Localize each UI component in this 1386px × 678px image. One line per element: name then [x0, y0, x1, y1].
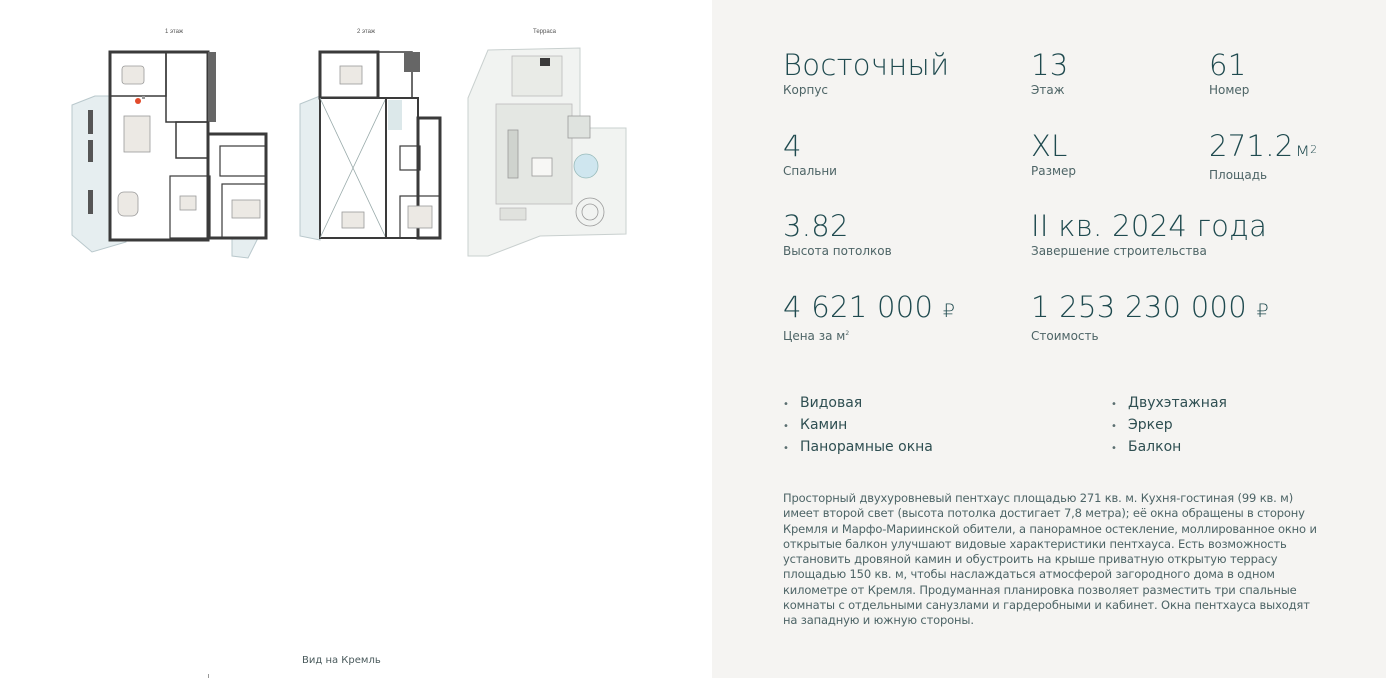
- floor-plans-drawing[interactable]: [0, 0, 712, 300]
- stat-number-label: Номер: [1209, 83, 1250, 97]
- stat-area-value: 271.2: [1209, 129, 1294, 163]
- stat-area-label: Площадь: [1209, 168, 1268, 182]
- stat-completion-label: Завершение строительства: [1031, 244, 1207, 258]
- stat-floor: [1031, 49, 1069, 97]
- feature-label: Двухэтажная: [1128, 395, 1227, 411]
- terrace-plan[interactable]: [468, 48, 626, 256]
- stat-area-value-wrap: [1209, 130, 1317, 166]
- feature-label: Эркер: [1128, 417, 1173, 433]
- floor-1-plan[interactable]: [72, 52, 266, 258]
- stat-area-unit-sup: 2: [1310, 143, 1318, 156]
- apartment-description: Просторный двухуровневый пентхаус площадью 271 кв. м. Кухня-гостиная (99 кв. м) имеет второй свет (высота потолка достигает 7,8 метра); её окна обращены в сторону Кремля и Марфо-Мариинской обители, а панорамное остекление, моллированное окно и открытые балкон улучшают видовые характеристики пентхауса. Есть возможность установить дровяной камин и обустроить на крыше приватную открытую террасу площадью 150 кв. м, чтобы наслаждаться атмосферой загородного дома в одном километре от Кремля. Продуманная планировка позволяет разместить три спальные комнаты с отдельными санузлами и гардеробными и кабинет. Окна пентхауса выходят на западную и южную стороны.: [783, 491, 1317, 628]
- terrace-label: Терраса: [533, 29, 557, 35]
- stat-area: [1209, 130, 1317, 182]
- stat-floor-label: Этаж: [1031, 83, 1065, 97]
- stat-price-per-m-value: 4 621 000: [783, 290, 934, 324]
- feature-label: Видовая: [800, 395, 863, 411]
- stat-total-price: [1031, 291, 1269, 343]
- stat-size-value: XL: [1031, 129, 1068, 163]
- feature-item: [783, 437, 933, 459]
- bullet-icon: •: [1111, 399, 1117, 410]
- view-caption: Вид на Кремль: [302, 655, 381, 666]
- stat-completion-value: II кв. 2024 года: [1031, 209, 1268, 243]
- stat-size-label: Размер: [1031, 164, 1077, 178]
- feature-item: [783, 393, 933, 415]
- feature-item: [1111, 415, 1227, 437]
- feature-label: Камин: [800, 417, 848, 433]
- floor-2-plan[interactable]: [300, 52, 440, 240]
- stat-area-unit: м: [1295, 139, 1311, 161]
- stat-price-per-m-value-wrap: [783, 291, 955, 327]
- bullet-icon: •: [783, 421, 789, 432]
- features-list-right: [1111, 393, 1227, 459]
- divider-tick: [208, 674, 209, 678]
- stat-number-value: 61: [1209, 48, 1247, 82]
- stat-bedrooms: [783, 130, 837, 178]
- bullet-icon: •: [783, 443, 789, 454]
- feature-label: Балкон: [1128, 439, 1182, 455]
- feature-item: [1111, 437, 1227, 459]
- bullet-icon: •: [1111, 421, 1117, 432]
- floor-2-label: 2 этаж: [357, 29, 375, 35]
- floor-1-label: 1 этаж: [165, 29, 183, 35]
- stat-building-value: Восточный: [783, 48, 950, 82]
- stat-building: [783, 49, 949, 97]
- feature-item: [1111, 393, 1227, 415]
- stat-total-price-value: 1 253 230 000: [1031, 290, 1248, 324]
- bullet-icon: •: [783, 399, 789, 410]
- features-list-left: [783, 393, 933, 459]
- stat-price-per-m-label-wrap: [783, 329, 955, 343]
- ruble-icon: ₽: [1256, 300, 1269, 322]
- stat-price-per-m: [783, 291, 955, 343]
- bullet-icon: •: [1111, 443, 1117, 454]
- stat-total-price-value-wrap: [1031, 291, 1269, 327]
- stat-ceiling-value: 3.82: [783, 209, 849, 243]
- stat-price-per-m-label-sup: 2: [845, 330, 850, 337]
- ruble-icon: ₽: [942, 300, 956, 322]
- stat-bedrooms-label: Спальни: [783, 164, 837, 178]
- stat-bedrooms-value: 4: [783, 129, 802, 163]
- stat-price-per-m-label: Цена за м: [783, 329, 846, 343]
- stat-floor-value: 13: [1031, 48, 1069, 82]
- feature-item: [783, 415, 933, 437]
- stat-ceiling-label: Высота потолков: [783, 244, 892, 258]
- stat-ceiling: [783, 210, 892, 258]
- stat-total-price-label: Стоимость: [1031, 329, 1099, 343]
- stat-completion: [1031, 210, 1267, 258]
- feature-label: Панорамные окна: [800, 439, 933, 455]
- stat-size: [1031, 130, 1076, 178]
- stat-number: [1209, 49, 1249, 97]
- stat-building-label: Корпус: [783, 83, 829, 97]
